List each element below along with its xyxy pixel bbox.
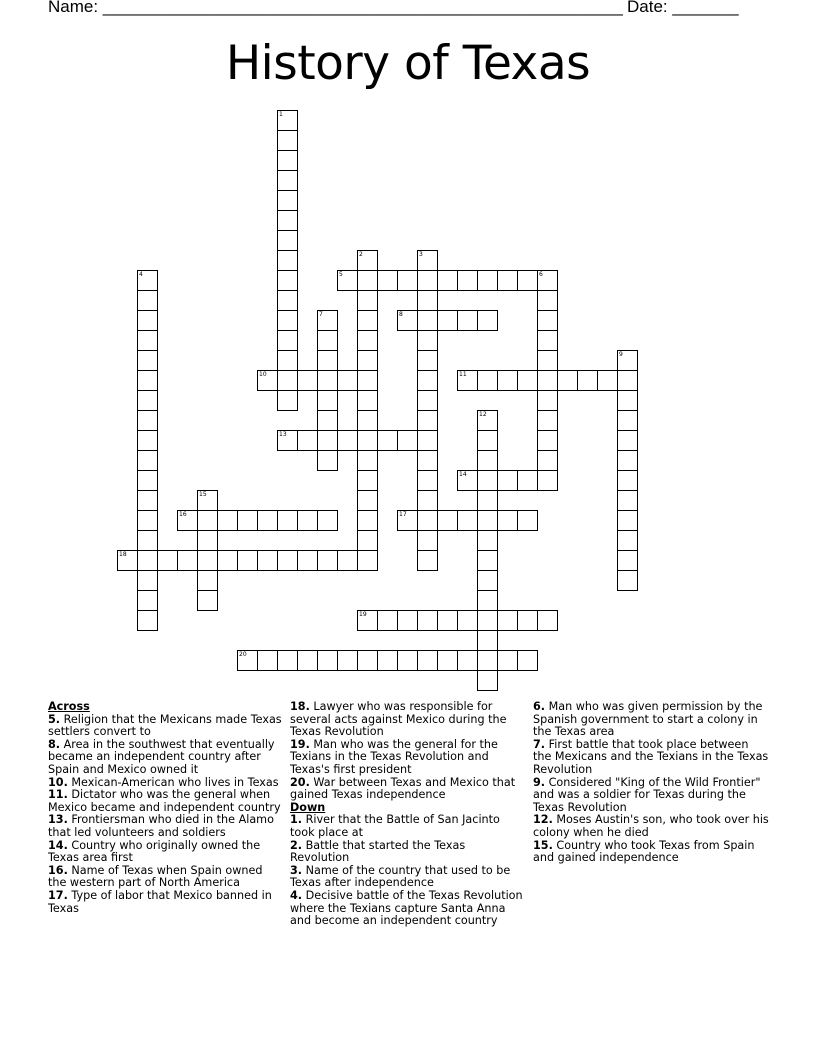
cell-number: 14 <box>459 471 467 478</box>
crossword-cell[interactable] <box>317 390 338 411</box>
crossword-cell[interactable] <box>357 530 378 551</box>
crossword-cell[interactable] <box>297 510 318 531</box>
crossword-cell[interactable] <box>277 210 298 231</box>
crossword-cell[interactable] <box>417 450 438 471</box>
clue-column-1 <box>48 701 284 915</box>
clue-column-3 <box>533 701 769 865</box>
crossword-cell[interactable] <box>517 470 538 491</box>
crossword-cell[interactable] <box>417 350 438 371</box>
crossword-cell[interactable] <box>417 430 438 451</box>
crossword-cell[interactable] <box>397 610 418 631</box>
date-field[interactable]: Date: _______ <box>627 0 739 16</box>
crossword-cell[interactable] <box>497 270 518 291</box>
crossword-cell[interactable] <box>257 370 278 391</box>
crossword-cell[interactable] <box>537 370 558 391</box>
crossword-cell[interactable] <box>497 610 518 631</box>
crossword-cell[interactable] <box>537 330 558 351</box>
clue-column-2 <box>290 701 526 928</box>
crossword-cell[interactable] <box>517 270 538 291</box>
clue-down-2: 2. Battle that started the Texas Revolution <box>290 838 466 865</box>
cell-number: 17 <box>399 511 407 518</box>
crossword-cell[interactable] <box>137 350 158 371</box>
crossword-cell[interactable] <box>537 610 558 631</box>
crossword-cell[interactable] <box>617 530 638 551</box>
crossword-cell[interactable] <box>617 510 638 531</box>
crossword-cell[interactable] <box>137 270 158 291</box>
crossword-cell[interactable] <box>517 510 538 531</box>
crossword-cell[interactable] <box>137 450 158 471</box>
crossword-cell[interactable] <box>477 610 498 631</box>
crossword-cell[interactable] <box>417 310 438 331</box>
crossword-cell[interactable] <box>417 490 438 511</box>
crossword-cell[interactable] <box>457 270 478 291</box>
crossword-cell[interactable] <box>137 590 158 611</box>
clue-down-9: 9. Considered "King of the Wild Frontier" and was a soldier for Texas during the Texas Revolution <box>533 775 761 814</box>
crossword-cell[interactable] <box>277 550 298 571</box>
crossword-cell[interactable] <box>277 370 298 391</box>
crossword-cell[interactable] <box>557 370 578 391</box>
crossword-cell[interactable] <box>277 510 298 531</box>
clue-across-18: 18. Lawyer who was responsible for several acts against Mexico during the Texas Revolution <box>290 700 507 739</box>
crossword-cell[interactable] <box>357 610 378 631</box>
crossword-cell[interactable] <box>457 510 478 531</box>
crossword-cell[interactable] <box>137 330 158 351</box>
crossword-cell[interactable] <box>197 570 218 591</box>
crossword-cell[interactable] <box>477 370 498 391</box>
crossword-cell[interactable] <box>617 450 638 471</box>
crossword-cell[interactable] <box>477 650 498 671</box>
crossword-cell[interactable] <box>337 370 358 391</box>
crossword-cell[interactable] <box>517 650 538 671</box>
crossword-cell[interactable] <box>357 330 378 351</box>
cell-number: 6 <box>539 271 543 278</box>
crossword-cell[interactable] <box>417 250 438 271</box>
clue-across-11: 11. Dictator who was the general when Mexico became and independent country <box>48 788 281 814</box>
crossword-cell[interactable] <box>437 310 458 331</box>
crossword-cell[interactable] <box>197 530 218 551</box>
cell-number: 13 <box>279 431 287 438</box>
crossword-cell[interactable] <box>317 350 338 371</box>
crossword-cell[interactable] <box>417 650 438 671</box>
crossword-cell[interactable] <box>397 650 418 671</box>
crossword-cell[interactable] <box>417 550 438 571</box>
crossword-cell[interactable] <box>277 330 298 351</box>
crossword-cell[interactable] <box>297 650 318 671</box>
clue-down-1: 1. River that the Battle of San Jacinto took place at <box>290 813 500 839</box>
crossword-cell[interactable] <box>217 510 238 531</box>
crossword-cell[interactable] <box>377 270 398 291</box>
crossword-cell[interactable] <box>217 550 238 571</box>
crossword-cell[interactable] <box>617 570 638 591</box>
crossword-cell[interactable] <box>457 470 478 491</box>
cell-number: 19 <box>359 611 367 618</box>
crossword-cell[interactable] <box>357 490 378 511</box>
crossword-cell[interactable] <box>277 110 298 131</box>
crossword-cell[interactable] <box>617 430 638 451</box>
crossword-cell[interactable] <box>537 390 558 411</box>
cell-number: 1 <box>279 111 283 118</box>
crossword-cell[interactable] <box>477 470 498 491</box>
crossword-cell[interactable] <box>357 250 378 271</box>
crossword-cell[interactable] <box>357 270 378 291</box>
crossword-cell[interactable] <box>137 470 158 491</box>
crossword-cell[interactable] <box>177 510 198 531</box>
crossword-cell[interactable] <box>297 370 318 391</box>
crossword-cell[interactable] <box>457 610 478 631</box>
crossword-cell[interactable] <box>357 310 378 331</box>
crossword-cell[interactable] <box>357 410 378 431</box>
clue-across-16: 16. Name of Texas when Spain owned the western part of North America <box>48 863 263 890</box>
crossword-cell[interactable] <box>157 550 178 571</box>
crossword-cell[interactable] <box>477 530 498 551</box>
crossword-cell[interactable] <box>617 470 638 491</box>
crossword-cell[interactable] <box>197 550 218 571</box>
crossword-cell[interactable] <box>397 510 418 531</box>
crossword-cell[interactable] <box>337 270 358 291</box>
crossword-cell[interactable] <box>477 270 498 291</box>
across-heading: Across <box>48 700 90 713</box>
clue-down-15: 15. Country who took Texas from Spain and gained independence <box>533 838 755 865</box>
crossword-cell[interactable] <box>137 430 158 451</box>
crossword-cell[interactable] <box>317 510 338 531</box>
crossword-cell[interactable] <box>437 610 458 631</box>
cell-number: 4 <box>139 271 143 278</box>
crossword-cell[interactable] <box>277 250 298 271</box>
crossword-cell[interactable] <box>457 370 478 391</box>
crossword-cell[interactable] <box>257 550 278 571</box>
crossword-cell[interactable] <box>357 510 378 531</box>
crossword-cell[interactable] <box>437 650 458 671</box>
crossword-cell[interactable] <box>237 650 258 671</box>
crossword-cell[interactable] <box>437 270 458 291</box>
crossword-cell[interactable] <box>357 450 378 471</box>
cell-number: 7 <box>319 311 323 318</box>
crossword-cell[interactable] <box>377 430 398 451</box>
crossword-cell[interactable] <box>617 390 638 411</box>
crossword-cell[interactable] <box>117 550 138 571</box>
crossword-cell[interactable] <box>357 370 378 391</box>
crossword-cell[interactable] <box>197 490 218 511</box>
crossword-cell[interactable] <box>537 430 558 451</box>
cell-number: 10 <box>259 371 267 378</box>
crossword-cell[interactable] <box>237 510 258 531</box>
clue-across-10: 10. Mexican-American who lives in Texas <box>48 775 279 789</box>
clue-across-13: 13. Frontiersman who died in the Alamo that led volunteers and soldiers <box>48 813 274 839</box>
crossword-cell[interactable] <box>357 350 378 371</box>
crossword-cell[interactable] <box>417 410 438 431</box>
crossword-cell[interactable] <box>417 370 438 391</box>
clue-across-17: 17. Type of labor that Mexico banned in Texas <box>48 888 272 915</box>
crossword-cell[interactable] <box>137 310 158 331</box>
page-title: History of Texas <box>225 36 591 91</box>
crossword-cell[interactable] <box>477 490 498 511</box>
crossword-cell[interactable] <box>477 510 498 531</box>
clue-down-3: 3. Name of the country that used to be Texas after independence <box>290 863 511 890</box>
crossword-cell[interactable] <box>537 290 558 311</box>
crossword-cell[interactable] <box>457 650 478 671</box>
crossword-cell[interactable] <box>497 510 518 531</box>
crossword-cell[interactable] <box>537 470 558 491</box>
crossword-cell[interactable] <box>137 570 158 591</box>
crossword-cell[interactable] <box>417 510 438 531</box>
clue-down-6: 6. Man who was given permission by the Spanish government to start a colony in the Texas area <box>533 700 763 739</box>
crossword-cell[interactable] <box>417 390 438 411</box>
cell-number: 20 <box>239 651 247 658</box>
crossword-cell[interactable] <box>277 310 298 331</box>
crossword-cell[interactable] <box>137 530 158 551</box>
crossword-cell[interactable] <box>497 470 518 491</box>
crossword-cell[interactable] <box>417 470 438 491</box>
crossword-cell[interactable] <box>577 370 598 391</box>
clue-across-20: 20. War between Texas and Mexico that gained Texas independence <box>290 775 516 802</box>
crossword-cell[interactable] <box>497 370 518 391</box>
crossword-cell[interactable] <box>517 370 538 391</box>
crossword-cell[interactable] <box>177 550 198 571</box>
crossword-cell[interactable] <box>477 550 498 571</box>
crossword-cell[interactable] <box>317 370 338 391</box>
down-heading: Down <box>290 800 326 814</box>
crossword-cell[interactable] <box>337 430 358 451</box>
crossword-cell[interactable] <box>617 370 638 391</box>
crossword-cell[interactable] <box>477 570 498 591</box>
crossword-cell[interactable] <box>537 450 558 471</box>
crossword-cell[interactable] <box>477 450 498 471</box>
crossword-cell[interactable] <box>317 310 338 331</box>
crossword-cell[interactable] <box>137 410 158 431</box>
crossword-cell[interactable] <box>277 150 298 171</box>
crossword-cell[interactable] <box>277 190 298 211</box>
cell-number: 16 <box>179 511 187 518</box>
crossword-cell[interactable] <box>457 310 478 331</box>
crossword-cell[interactable] <box>317 550 338 571</box>
cell-number: 12 <box>479 411 487 418</box>
crossword-cell[interactable] <box>417 270 438 291</box>
crossword-cell[interactable] <box>277 170 298 191</box>
clue-down-7: 7. First battle that took place between the Mexicans and the Texians in the Texas Revolution <box>533 737 769 776</box>
crossword-cell[interactable] <box>297 550 318 571</box>
crossword-cell[interactable] <box>137 370 158 391</box>
crossword-cell[interactable] <box>437 510 458 531</box>
crossword-cell[interactable] <box>537 270 558 291</box>
crossword-cell[interactable] <box>357 470 378 491</box>
crossword-cell[interactable] <box>137 390 158 411</box>
cell-number: 3 <box>419 251 423 258</box>
crossword-cell[interactable] <box>357 430 378 451</box>
crossword-cell[interactable] <box>417 610 438 631</box>
crossword-cell[interactable] <box>357 390 378 411</box>
crossword-cell[interactable] <box>317 450 338 471</box>
crossword-cell[interactable] <box>537 350 558 371</box>
crossword-cell[interactable] <box>317 330 338 351</box>
crossword-cell[interactable] <box>277 390 298 411</box>
crossword-cell[interactable] <box>197 510 218 531</box>
crossword-cell[interactable] <box>277 650 298 671</box>
crossword-cell[interactable] <box>477 670 498 691</box>
crossword-cell[interactable] <box>517 610 538 631</box>
crossword-cell[interactable] <box>417 530 438 551</box>
crossword-cell[interactable] <box>137 290 158 311</box>
crossword-cell[interactable] <box>277 350 298 371</box>
crossword-cell[interactable] <box>357 550 378 571</box>
crossword-cell[interactable] <box>137 510 158 531</box>
crossword-cell[interactable] <box>477 310 498 331</box>
cell-number: 18 <box>119 551 127 558</box>
clue-across-8: 8. Area in the southwest that eventually became an independent country after Spain and Mexico owned it <box>48 737 275 776</box>
crossword-cell[interactable] <box>277 130 298 151</box>
clue-down-4: 4. Decisive battle of the Texas Revolution where the Texians capture Santa Anna and become an independent country <box>290 888 523 928</box>
crossword-cell[interactable] <box>317 650 338 671</box>
name-field[interactable]: Name: _______________________________________________________ <box>48 0 623 16</box>
cell-number: 11 <box>459 371 467 378</box>
crossword-cell[interactable] <box>357 650 378 671</box>
cell-number: 9 <box>619 351 623 358</box>
crossword-cell[interactable] <box>197 590 218 611</box>
crossword-cell[interactable] <box>277 430 298 451</box>
crossword-cell[interactable] <box>397 310 418 331</box>
crossword-cell[interactable] <box>617 550 638 571</box>
crossword-cell[interactable] <box>257 650 278 671</box>
crossword-cell[interactable] <box>137 610 158 631</box>
crossword-cell[interactable] <box>277 270 298 291</box>
crossword-cell[interactable] <box>357 290 378 311</box>
crossword-cell[interactable] <box>337 550 358 571</box>
crossword-cell[interactable] <box>257 510 278 531</box>
cell-number: 8 <box>399 311 403 318</box>
crossword-cell[interactable] <box>397 430 418 451</box>
crossword-cell[interactable] <box>317 430 338 451</box>
crossword-cell[interactable] <box>477 590 498 611</box>
crossword-cell[interactable] <box>477 430 498 451</box>
crossword-cell[interactable] <box>317 410 338 431</box>
cell-number: 15 <box>199 491 207 498</box>
crossword-cell[interactable] <box>537 410 558 431</box>
cell-number: 5 <box>339 271 343 278</box>
clue-across-5: 5. Religion that the Mexicans made Texas settlers convert to <box>48 712 282 739</box>
clue-across-14: 14. Country who originally owned the Texas area first <box>48 838 261 865</box>
clue-down-12: 12. Moses Austin's son, who took over his colony when he died <box>533 813 769 839</box>
clue-across-19: 19. Man who was the general for the Texians in the Texas Revolution and Texas's first president <box>290 737 498 776</box>
crossword-cell[interactable] <box>617 350 638 371</box>
crossword-cell[interactable] <box>377 610 398 631</box>
crossword-cell[interactable] <box>497 650 518 671</box>
crossword-cell[interactable] <box>537 310 558 331</box>
crossword-cell[interactable] <box>337 650 358 671</box>
crossword-cell[interactable] <box>377 650 398 671</box>
crossword-cell[interactable] <box>297 430 318 451</box>
crossword-cell[interactable] <box>477 630 498 651</box>
crossword-cell[interactable] <box>617 490 638 511</box>
crossword-cell[interactable] <box>397 270 418 291</box>
crossword-cell[interactable] <box>277 290 298 311</box>
crossword-cell[interactable] <box>237 550 258 571</box>
crossword-cell[interactable] <box>137 550 158 571</box>
crossword-cell[interactable] <box>417 330 438 351</box>
cell-number: 2 <box>359 251 363 258</box>
crossword-cell[interactable] <box>277 230 298 251</box>
crossword-cell[interactable] <box>617 410 638 431</box>
crossword-cell[interactable] <box>597 370 618 391</box>
crossword-cell[interactable] <box>477 410 498 431</box>
crossword-cell[interactable] <box>417 290 438 311</box>
crossword-cell[interactable] <box>137 490 158 511</box>
